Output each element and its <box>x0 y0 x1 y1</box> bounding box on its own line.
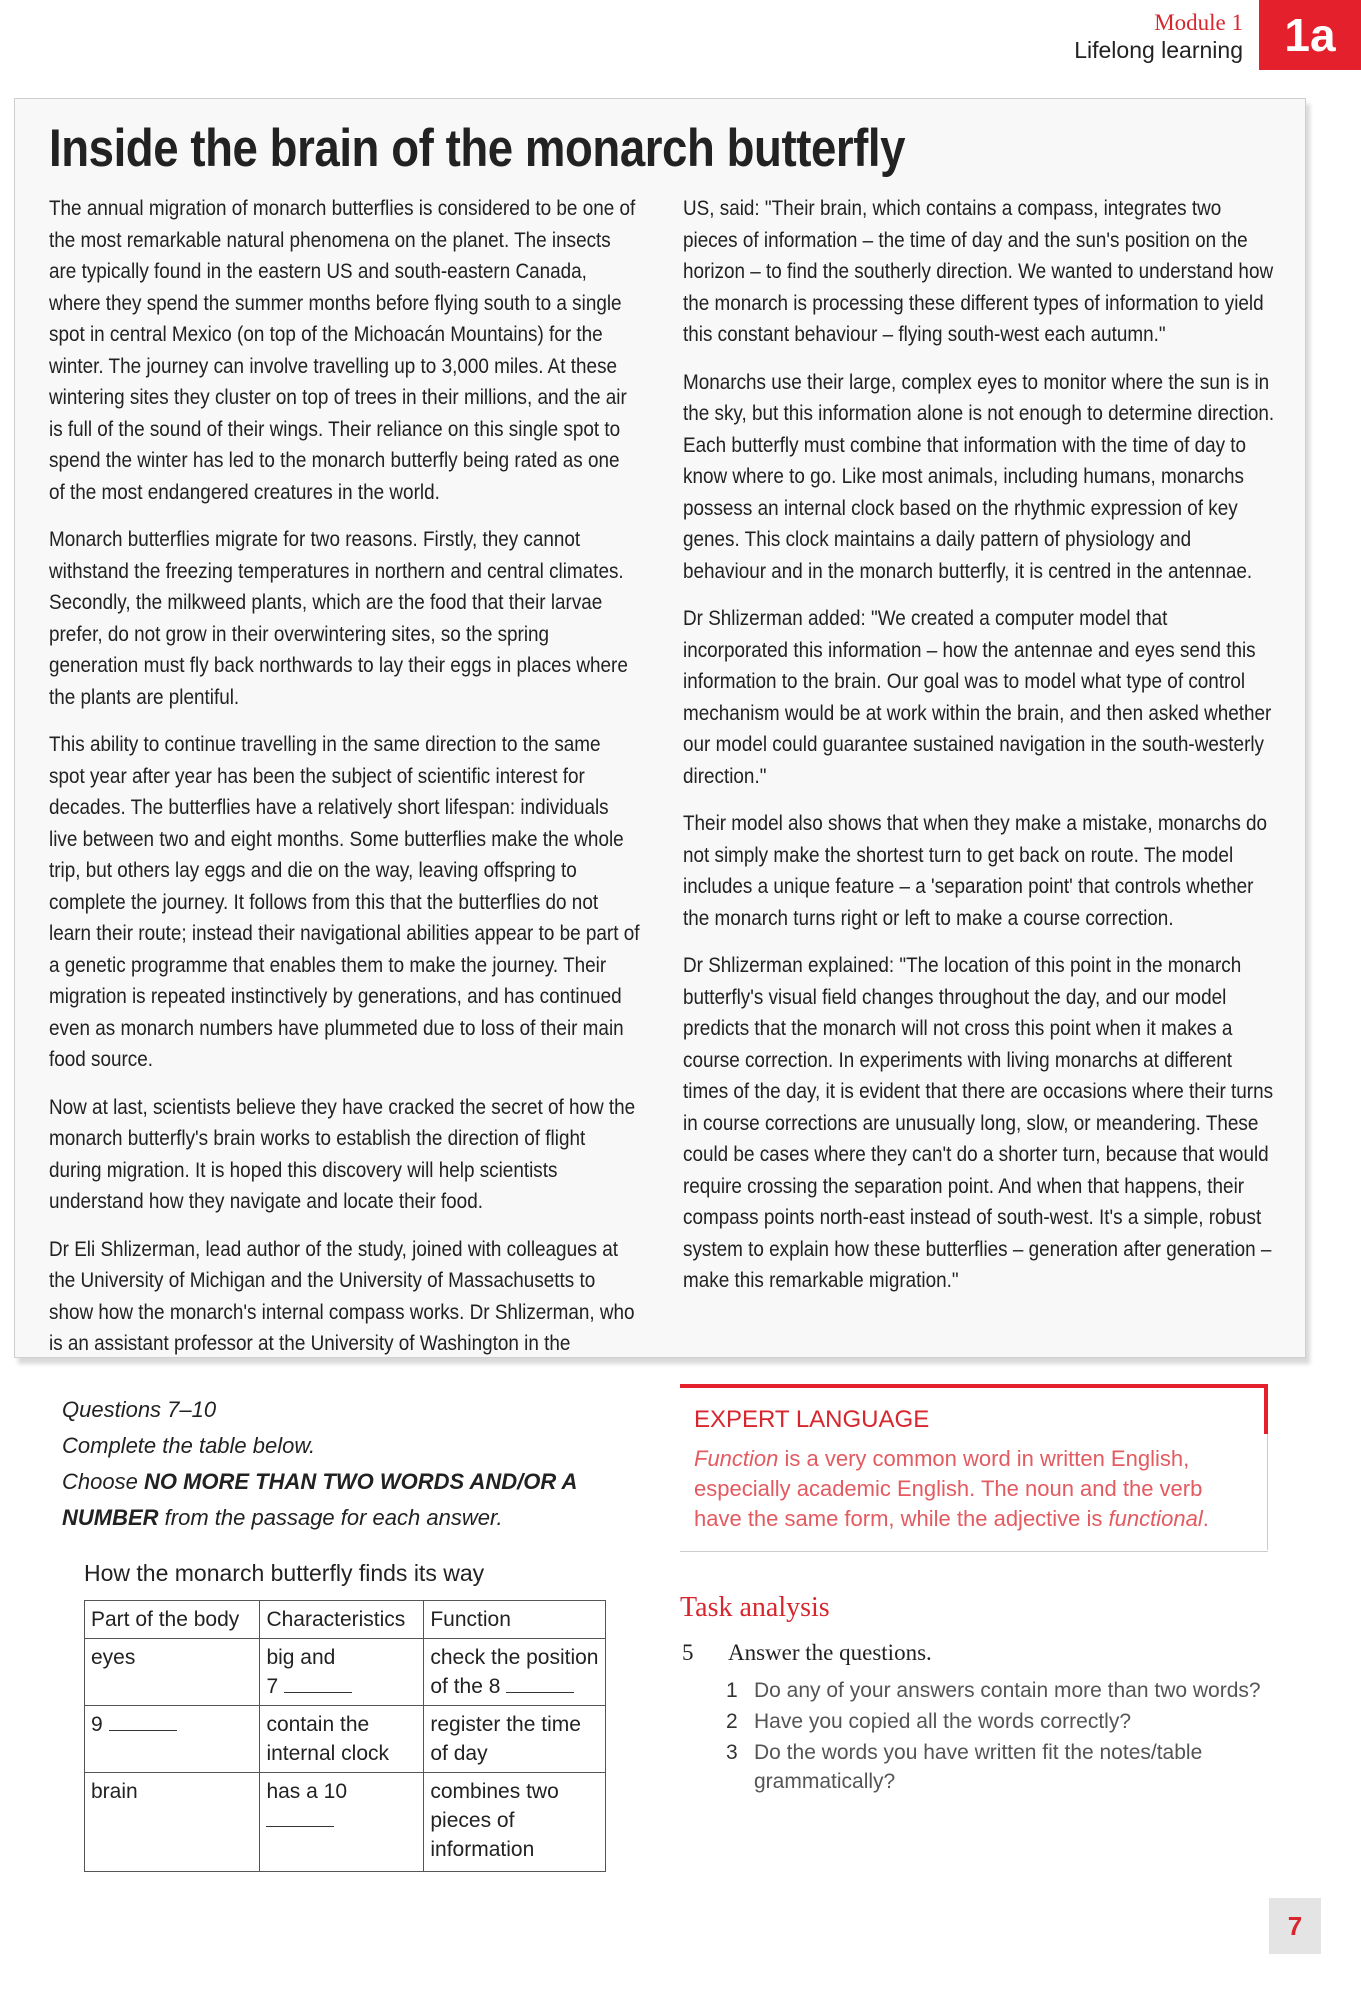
box-edge <box>680 1551 1268 1552</box>
list-item <box>726 1738 1286 1796</box>
keyword: Function <box>694 1446 779 1471</box>
item-number: 1 <box>726 1679 738 1702</box>
module-header <box>1074 10 1243 64</box>
item-number: 3 <box>726 1741 738 1764</box>
table-row <box>85 1639 606 1706</box>
paragraph: Monarchs use their large, complex eyes to monitor where the sun is in the sky, but this information alone is not enough to determine direction. Each butterfly must combine that information with the time of day to know where to go. Like most animals, including humans, monarchs possess an internal clock based on the rhythmic expression of key genes. This clock maintains a daily pattern of physiology and behaviour and in the monarch butterfly, it is centred in the antennae. <box>683 370 1275 583</box>
article-title: Inside the brain of the monarch butterfly <box>49 119 906 178</box>
expert-language-box <box>680 1384 1268 1552</box>
text: Choose <box>62 1469 144 1494</box>
paragraph: Dr Shlizerman explained: "The location of this point in the monarch butterfly's visual field changes throughout the day, and our model predicts that the monarch will not cross this point when it makes a course correction. In experiments with living monarchs at different times of the day, it is evident that there are occasions where their turns in course corrections are unusually long, slow, or meandering. These could be cases where they can't do a shorter turn, because that would require crossing the separation point. And when that happens, their compass points north-east instead of south-west. It's a simple, robust system to explain how these butterflies – generation after generation – make this remarkable migration." <box>683 954 1274 1292</box>
table-cell: contain the internal clock <box>260 1706 424 1773</box>
column-header: Function <box>424 1601 606 1639</box>
module-subtitle: Lifelong learning <box>1074 37 1243 63</box>
column-header: Characteristics <box>260 1601 424 1639</box>
cell-text: big and <box>266 1646 336 1669</box>
paragraph: Their model also shows that when they make a mistake, monarchs do not simply make the shortest turn to get back on route. The model includes a unique feature – a 'separation point' that controls whether the monarch turns right or left to make a course correction. <box>683 812 1268 930</box>
emphasis: NO MORE THAN TWO WORDS AND/OR A NUMBER <box>62 1469 577 1530</box>
questions-line <box>62 1464 642 1536</box>
paragraph: This ability to continue travelling in the same direction to the same spot year after year has been the subject of scientific interest for decades. The butterflies have a relatively short lifespan: individuals live between two and eight months. Some butterflies make the whole trip, but others lay eggs and die on the way, leaving offspring to complete the journey. It follows from this that the butterflies do not learn their route; instead their navigational abilities appear to be part of a genetic programme that enables them to make the journey. Their migration is repeated instinctively by generations, and has continued even as monarch numbers have plummeted due to loss of their main food source. <box>49 733 640 1071</box>
answer-blank[interactable] <box>266 1806 334 1827</box>
cell-text: check the position <box>430 1646 599 1669</box>
table-cell <box>85 1706 260 1773</box>
monarch-table <box>84 1600 606 1872</box>
task-analysis-title: Task analysis <box>680 1592 830 1623</box>
task-instruction <box>682 1640 932 1666</box>
table-cell <box>424 1639 606 1706</box>
box-edge <box>1267 1434 1268 1550</box>
text: . <box>1202 1506 1209 1531</box>
column-header: Part of the body <box>85 1601 260 1639</box>
paragraph: Monarch butterflies migrate for two reasons. Firstly, they cannot withstand the freezing temperatures in northern and central climates. Secondly, the milkweed plants, which are the food that their larvae prefer, do not grow in their overwintering sites, so the spring generation must fly back northwards to lay their eggs in places where the plants are plentiful. <box>49 528 628 709</box>
box-accent <box>1264 1384 1268 1434</box>
unit-badge: 1a <box>1259 0 1361 70</box>
task-list <box>726 1676 1286 1798</box>
table-row <box>85 1773 606 1872</box>
text: is a very common word in written English, especially academic English. The noun and the verb have the same form, while the adjective is <box>694 1446 1203 1531</box>
page-number: 7 <box>1269 1898 1321 1954</box>
table-cell: register the time of day <box>424 1706 606 1773</box>
paragraph: The annual migration of monarch butterflies is considered to be one of the most remarkable natural phenomena on the planet. The insects are typically found in the eastern US and south-eastern Canada, where they spend the summer months before flying south to a single spot in central Mexico (on top of the Michoacán Mountains) for the winter. The journey can involve travelling up to 3,000 miles. At these wintering sites they cluster on top of trees in their millions, and the air is full of the sound of their wings. Their reliance on this single spot to spend the winter has led to the monarch butterfly being rated as one of the most endangered creatures in the world. <box>49 197 636 504</box>
task-number: 5 <box>682 1640 694 1665</box>
question-number: 9 <box>91 1713 103 1736</box>
questions-line: Complete the table below. <box>62 1433 316 1458</box>
table-cell: brain <box>85 1773 260 1872</box>
expert-text <box>694 1444 1254 1534</box>
table-cell: eyes <box>85 1639 260 1706</box>
question-number: 8 <box>488 1675 501 1698</box>
keyword: functional <box>1108 1506 1203 1531</box>
question-number: 10 <box>323 1780 348 1803</box>
right-column <box>683 193 1275 1313</box>
paragraph: Dr Eli Shlizerman, lead author of the study, joined with colleagues at the University of Michigan and the University of Massachusetts to show how the monarch's internal compass works. Dr Shlizerman, who is an assistant professor at the University of Washington in the <box>49 1237 635 1355</box>
questions-instructions <box>62 1392 642 1536</box>
list-item <box>726 1707 1286 1736</box>
table-title: How the monarch butterfly finds its way <box>84 1560 485 1586</box>
question-number: 7 <box>266 1675 279 1698</box>
item-text: Do any of your answers contain more than two words? <box>754 1679 1261 1702</box>
cell-text: has a <box>266 1780 318 1803</box>
table-cell <box>260 1639 424 1706</box>
cell-text: of the <box>430 1675 483 1698</box>
paragraph: US, said: "Their brain, which contains a compass, integrates two pieces of information – the time of day and the sun's position on the horizon – to find the southerly direction. We wanted to understand how the monarch is processing these different types of information to yield this constant behaviour – flying south-west each autumn." <box>683 197 1274 346</box>
table-cell <box>260 1773 424 1872</box>
paragraph: Dr Shlizerman added: "We created a computer model that incorporated this information – how the antennae and eyes send this information to the brain. Our goal was to model what type of control mechanism would be at work within the brain, and then asked whether our model could guarantee sustained navigation in the south-westerly direction." <box>683 607 1272 788</box>
left-column <box>49 193 641 1376</box>
answer-blank[interactable] <box>109 1710 177 1731</box>
table-cell: combines two pieces of information <box>424 1773 606 1872</box>
item-number: 2 <box>726 1710 738 1733</box>
questions-heading: Questions 7–10 <box>62 1397 217 1422</box>
answer-blank[interactable] <box>506 1672 574 1693</box>
text: from the passage for each answer. <box>158 1505 503 1530</box>
expert-heading: EXPERT LANGUAGE <box>694 1406 930 1433</box>
reading-passage <box>14 98 1306 1358</box>
table-header-row <box>85 1601 606 1639</box>
item-text: Have you copied all the words correctly? <box>754 1710 1132 1733</box>
answer-blank[interactable] <box>284 1672 352 1693</box>
list-item <box>726 1676 1286 1705</box>
item-text: Do the words you have written fit the notes/table grammatically? <box>754 1741 1203 1793</box>
table-row <box>85 1706 606 1773</box>
task-text: Answer the questions. <box>728 1640 932 1665</box>
module-label: Module 1 <box>1154 10 1243 35</box>
paragraph: Now at last, scientists believe they have cracked the secret of how the monarch butterfly's brain works to establish the direction of flight during migration. It is hoped this discovery will help scientists understand how they navigate and locate their food. <box>49 1095 636 1213</box>
